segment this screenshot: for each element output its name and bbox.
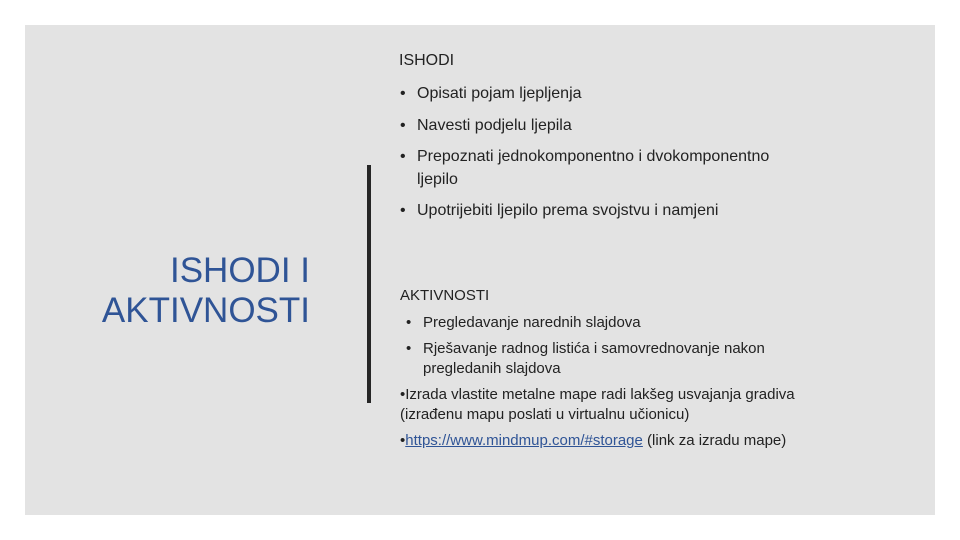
ishodi-item-4: • Upotrijebiti ljepilo prema svojstvu i namjeni (417, 202, 718, 220)
aktivnosti-item-2: • Rješavanje radnog listića i samovrednovanje nakon (423, 340, 765, 357)
aktivnosti-item-2-cont: pregledanih slajdova (423, 360, 561, 377)
ishodi-item-3-cont: ljepilo (417, 171, 458, 188)
aktivnosti-item-1: • Pregledavanje narednih slajdova (423, 314, 641, 331)
aktivnosti-extra-2 (400, 432, 786, 449)
aktivnosti-extra-1-line2: (izrađenu mapu poslati u virtualnu učionicu) (400, 406, 690, 423)
ishodi-item-1: • Opisati pojam ljepljenja (417, 85, 582, 103)
ishodi-heading: ISHODI (399, 52, 455, 69)
ishodi-item-2: • Navesti podjelu ljepila (417, 117, 572, 135)
slide-title-line2: AKTIVNOSTI (101, 291, 310, 330)
aktivnosti-extra-2-bullet: • (400, 432, 406, 449)
divider-line (367, 165, 371, 403)
slide-title (50, 251, 310, 331)
slide-title-line1: ISHODI I (169, 251, 310, 290)
mindmup-link[interactable]: https://www.mindmup.com/#storage (405, 432, 643, 449)
aktivnosti-extra-1-line1: •Izrada vlastite metalne mape radi lakšeg usvajanja gradiva (400, 386, 795, 403)
slide (25, 25, 935, 515)
ishodi-item-3: • Prepoznati jednokomponentno i dvokomponentno (417, 148, 769, 166)
aktivnosti-heading: AKTIVNOSTI (400, 287, 490, 304)
aktivnosti-extra-2-suffix: (link za izradu mape) (642, 432, 787, 449)
